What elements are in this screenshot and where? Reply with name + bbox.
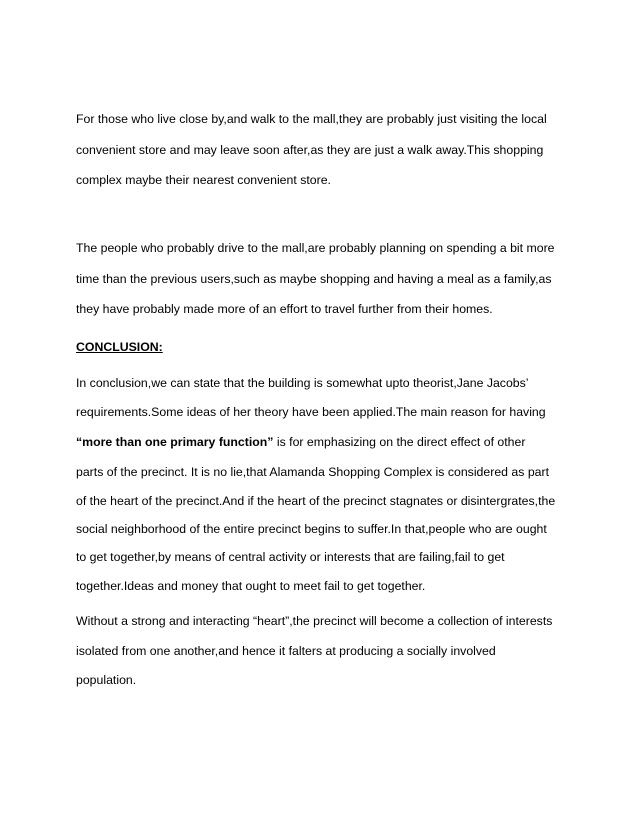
- paragraph-2-line-2: time than the previous users,such as maybe shopping and having a meal as a family,as: [76, 272, 552, 286]
- emphasis-phrase: “more than one primary function”: [76, 435, 274, 449]
- paragraph-3-line-4: parts of the precinct. It is no lie,that Alamanda Shopping Complex is considered as part: [76, 465, 550, 479]
- paragraph-1-line-1: For those who live close by,and walk to the mall,they are probably just visiting the local: [76, 112, 547, 126]
- paragraph-3-line-3: [76, 435, 525, 449]
- paragraph-3-line-7: to get together,by means of central activity or interests that are failing,fail to get: [76, 550, 505, 564]
- paragraph-3-line-2: requirements.Some ideas of her theory have been applied.The main reason for having: [76, 405, 546, 419]
- paragraph-1-line-2: convenient store and may leave soon after,as they are just a walk away.This shopping: [76, 143, 544, 157]
- paragraph-3-line-8: together.Ideas and money that ought to meet fail to get together.: [76, 579, 426, 593]
- paragraph-2-line-3: they have probably made more of an effort to travel further from their homes.: [76, 302, 493, 316]
- paragraph-4-line-3: population.: [76, 673, 137, 687]
- conclusion-heading: CONCLUSION:: [76, 340, 163, 354]
- paragraph-2-line-1: The people who probably drive to the mall,are probably planning on spending a bit more: [76, 241, 555, 255]
- paragraph-1-line-3: complex maybe their nearest convenient store.: [76, 173, 331, 187]
- paragraph-3-line-5: of the heart of the precinct.And if the heart of the precinct stagnates or disintergrates,the: [76, 494, 556, 508]
- paragraph-3-line-1: In conclusion,we can state that the building is somewhat upto theorist,Jane Jacobs’: [76, 376, 529, 390]
- paragraph-4-line-2: isolated from one another,and hence it falters at producing a socially involved: [76, 644, 496, 658]
- paragraph-4-line-1: Without a strong and interacting “heart”,the precinct will become a collection of interests: [76, 614, 553, 628]
- paragraph-3-line-6: social neighborhood of the entire precinct begins to suffer.In that,people who are ought: [76, 522, 547, 536]
- paragraph-3-line-3-rest: is for emphasizing on the direct effect of other: [273, 435, 526, 449]
